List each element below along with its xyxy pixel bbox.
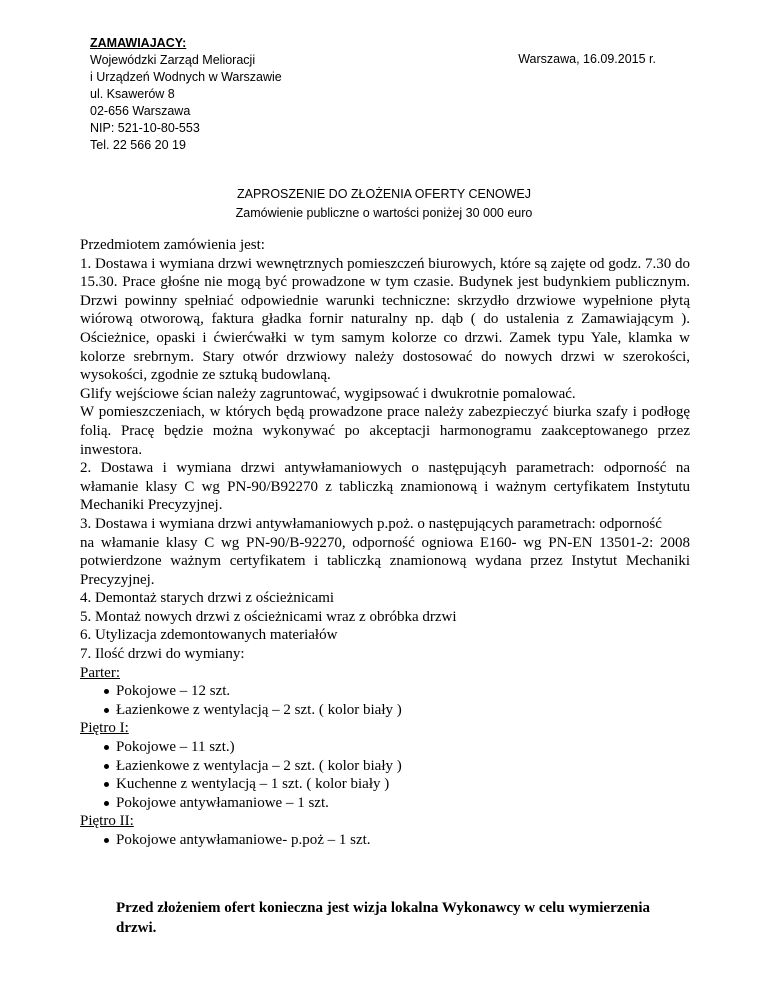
door-list-first	[80, 738, 690, 812]
floor-heading-first: Piętro I:	[80, 720, 129, 737]
title-line-2: Zamówienie publiczne o wartości poniżej 30 000 euro	[235, 206, 533, 220]
intro-paragraph: Przedmiotem zamówienia jest:	[80, 237, 265, 253]
address-line: ul. Ksawerów 8	[90, 87, 175, 101]
list-item: Łazienkowe z wentylacją – 2 szt. ( kolor biały )	[80, 701, 690, 720]
floor-heading-second: Piętro II:	[80, 813, 134, 830]
item-5-paragraph: 5. Montaż nowych drzwi z ościeżnicami wraz z obróbka drzwi	[80, 608, 457, 625]
place-date: Warszawa, 16.09.2015 r.	[518, 52, 656, 66]
item-4-paragraph: 4. Demontaż starych drzwi z ościeżnicami	[80, 590, 335, 607]
protection-paragraph: W pomieszczeniach, w których będą prowadzone prace należy zabezpieczyć biurka szafy i podłogę folią. Pracę będzie można wykonywać po akceptacji harmonogramu zaakceptowanego przez inwestora.	[80, 404, 690, 458]
address-line: 02-656 Warszawa	[90, 104, 191, 118]
title-line-1: ZAPROSZENIE DO ZŁOŻENIA OFERTY CENOWEJ	[236, 187, 532, 201]
item-1-paragraph: 1. Dostawa i wymiana drzwi wewnętrznych pomieszczeń biurowych, które są zajęte od godz. 7.30 do 15.30. Prace głośne nie mogą być prowadzone w tym czasie. Budynek jest budynkiem publicznym. Drzwi powinny spełniać odpowiednie warunki techniczne: skrzydło drzwiowe wypełnione płytą wiórową otworową, faktura gładka fornir naturalny np. dąb ( do ustalenia z Zamawiającym ). Ościeżnice, opaski i ćwierćwałki w tym samym kolorze co drzwi. Zamek typu Yale, klamka w kolorze srebrnym. Stary otwór drzwiowy należy dostosować do nowych drzwi w szerokości, wysokości, zgodnie ze sztuką budowlaną.	[80, 255, 690, 384]
door-list-second	[80, 831, 690, 850]
item-7-paragraph: 7. Ilość drzwi do wymiany:	[80, 646, 245, 663]
item-2-paragraph: 2. Dostawa i wymiana drzwi antywłamaniowych o następującyh parametrach: odporność na włamanie klasy C wg PN-90/B92270 z tabliczką znamionową i ważnym certyfikatem Instytutu Mechaniki Precyzyjnej.	[80, 460, 690, 514]
address-line: i Urządzeń Wodnych w Warszawie	[90, 70, 282, 84]
list-item: Pokojowe – 12 szt.	[80, 682, 690, 701]
document-body	[80, 236, 690, 850]
ordering-party-label: ZAMAWIAJACY:	[90, 36, 187, 50]
address-line: Tel. 22 566 20 19	[90, 138, 186, 152]
address-line: Wojewódzki Zarząd Melioracji	[90, 53, 256, 67]
address-line: NIP: 521-10-80-553	[90, 121, 200, 135]
document-title	[0, 185, 768, 223]
floor-heading-ground: Parter:	[80, 664, 120, 681]
list-item: Pokojowe antywłamaniowe- p.poż – 1 szt.	[80, 831, 690, 850]
ordering-party-block	[90, 35, 282, 154]
walls-paragraph: Glify wejściowe ścian należy zagruntować, wygipsować i dwukrotnie pomalować.	[80, 385, 576, 402]
list-item: Pokojowe antywłamaniowe – 1 szt.	[80, 794, 690, 813]
list-item: Pokojowe – 11 szt.)	[80, 738, 690, 757]
item-3-paragraph-b: na włamanie klasy C wg PN-90/B-92270, odporność ogniowa E160- wg PN-EN 13501-2: 2008 potwierdzone ważnym certyfikatem i tabliczką znamionową wydana przez Instytut Mechaniki Precyzyjnej.	[80, 534, 690, 588]
list-item: Kuchenne z wentylacją – 1 szt. ( kolor biały )	[80, 775, 690, 794]
closing-note: Przed złożeniem ofert konieczna jest wizja lokalna Wykonawcy w celu wymierzenia drzwi.	[116, 900, 651, 936]
list-item: Łazienkowe z wentylacja – 2 szt. ( kolor biały )	[80, 757, 690, 776]
door-list-ground	[80, 682, 690, 719]
item-3-paragraph-a: 3. Dostawa i wymiana drzwi antywłamaniowych p.poż. o następujących parametrach: odporność	[80, 515, 662, 532]
item-6-paragraph: 6. Utylizacja zdemontowanych materiałów	[80, 627, 338, 644]
